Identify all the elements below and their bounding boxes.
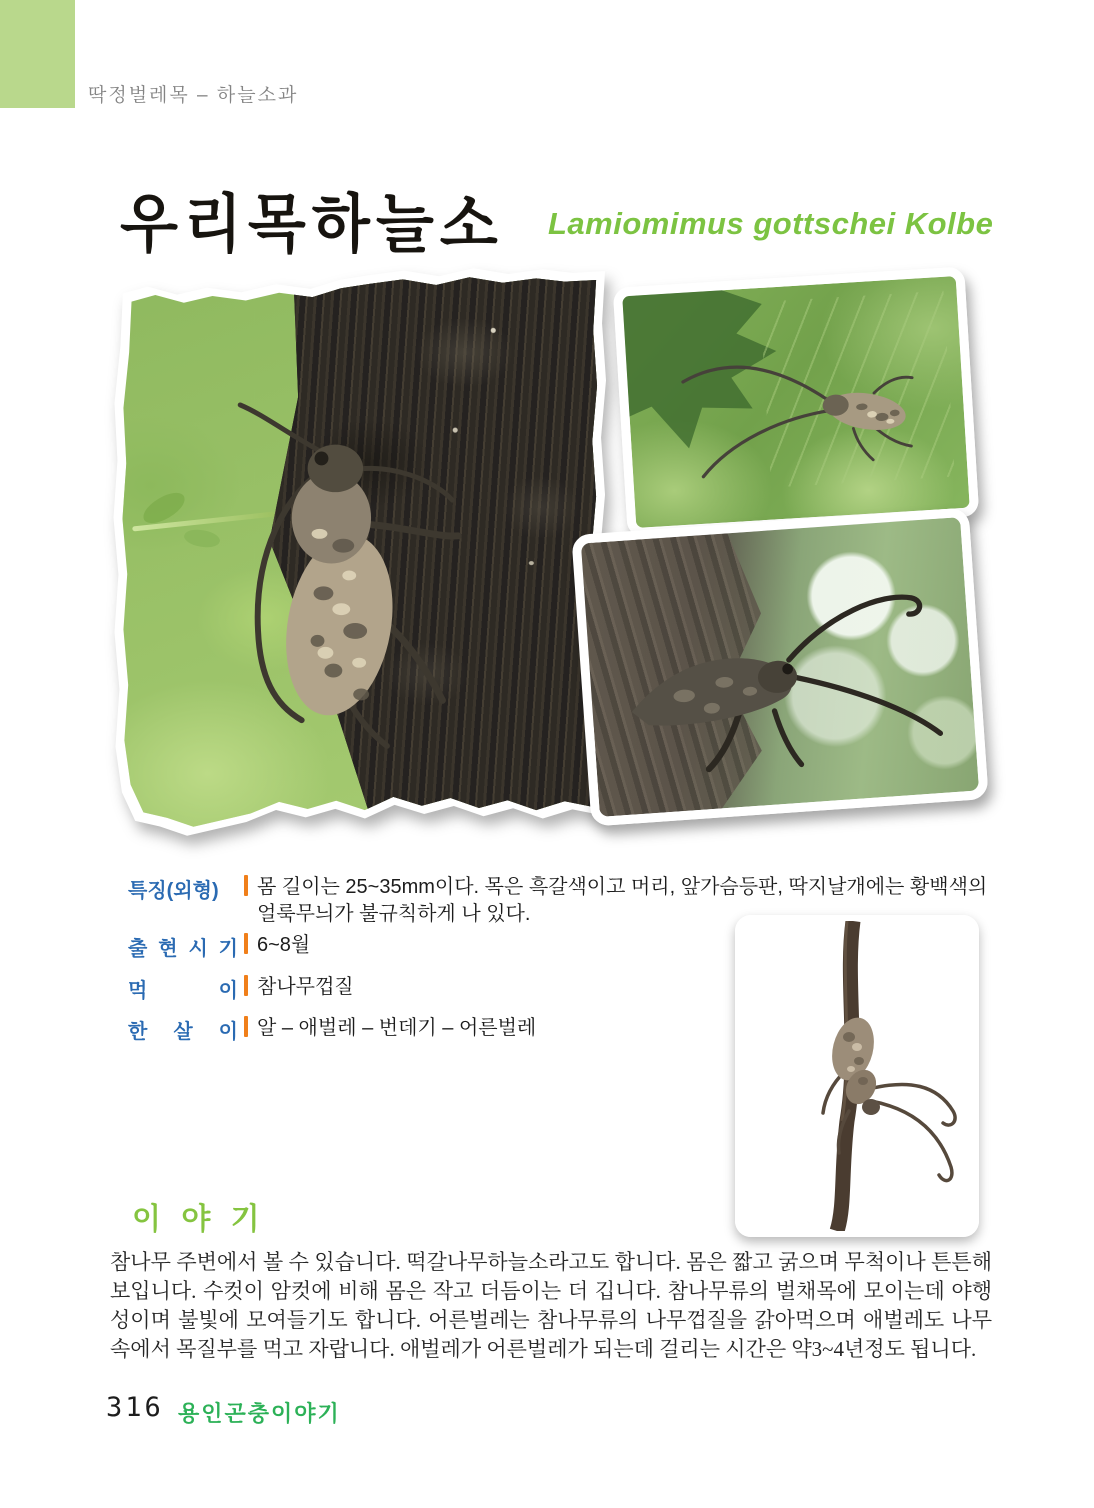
- photo-content: [122, 275, 598, 829]
- corner-green-block: [0, 0, 75, 108]
- book-title-logo: 용인곤충이야기: [178, 1401, 341, 1426]
- info-row-season: [128, 932, 310, 961]
- divider-bar: [244, 933, 248, 954]
- species-scientific-name: Lamiomimus gottschei Kolbe: [548, 206, 994, 241]
- page-number: 316: [106, 1392, 164, 1423]
- photo-beetle-on-leaf: [613, 266, 980, 537]
- divider-bar: [244, 1016, 248, 1037]
- info-row-lifecycle: [128, 1015, 536, 1044]
- longhorn-beetle-illustration: [651, 319, 954, 499]
- info-value: 몸 길이는 25~35mm이다. 목은 흑갈색이고 머리, 앞가슴등판, 딱지날개에는 황백색의 얼룩무늬가 불규칙하게 나 있다.: [257, 876, 988, 925]
- longhorn-beetle-illustration: [591, 556, 970, 795]
- info-label: 먹 이: [128, 980, 238, 1002]
- photo-beetle-on-branch: [735, 915, 979, 1237]
- branch-and-beetle-illustration: [741, 921, 973, 1231]
- info-row-food: [128, 974, 354, 1003]
- info-value: 6~8월: [257, 934, 311, 956]
- divider-bar: [244, 875, 248, 896]
- photo-beetle-on-trunk: [113, 266, 607, 838]
- info-label: 한 살 이: [128, 1021, 238, 1043]
- info-value: 알 – 애벌레 – 번데기 – 어른벌레: [257, 1017, 537, 1039]
- photo-beetle-closeup: [571, 507, 988, 826]
- info-label: 특징(외형): [128, 880, 219, 902]
- species-title-korean: 우리목하늘소: [120, 187, 504, 262]
- info-label: 출 현 시 기: [128, 938, 238, 960]
- longhorn-beetle-illustration: [189, 397, 494, 774]
- story-section-heading: 이 야 기: [132, 1203, 266, 1236]
- taxonomy-breadcrumb: 딱정벌레목 – 하늘소과: [88, 85, 299, 106]
- story-paragraph: 참나무 주변에서 볼 수 있습니다. 떡갈나무하늘소라고도 합니다. 몸은 짧고 굵으며 무척이나 튼튼해보입니다. 수컷이 암컷에 비해 몸은 작고 더듬이는 더 깁니다. 참나무류의 벌채목에 모이는데 야행성이며 불빛에 모여들기도 합니다. 어른벌레는 참나무류의 나무껍질을 갉아먹으며 애벌레도 나무속에서 목질부를 먹고 자랍니다. 애벌레가 어른벌레가 되는데 걸리는 시간은 약3~4년정도 됩니다.: [110, 1250, 992, 1361]
- divider-bar: [244, 975, 248, 996]
- info-value: 참나무껍질: [257, 976, 354, 998]
